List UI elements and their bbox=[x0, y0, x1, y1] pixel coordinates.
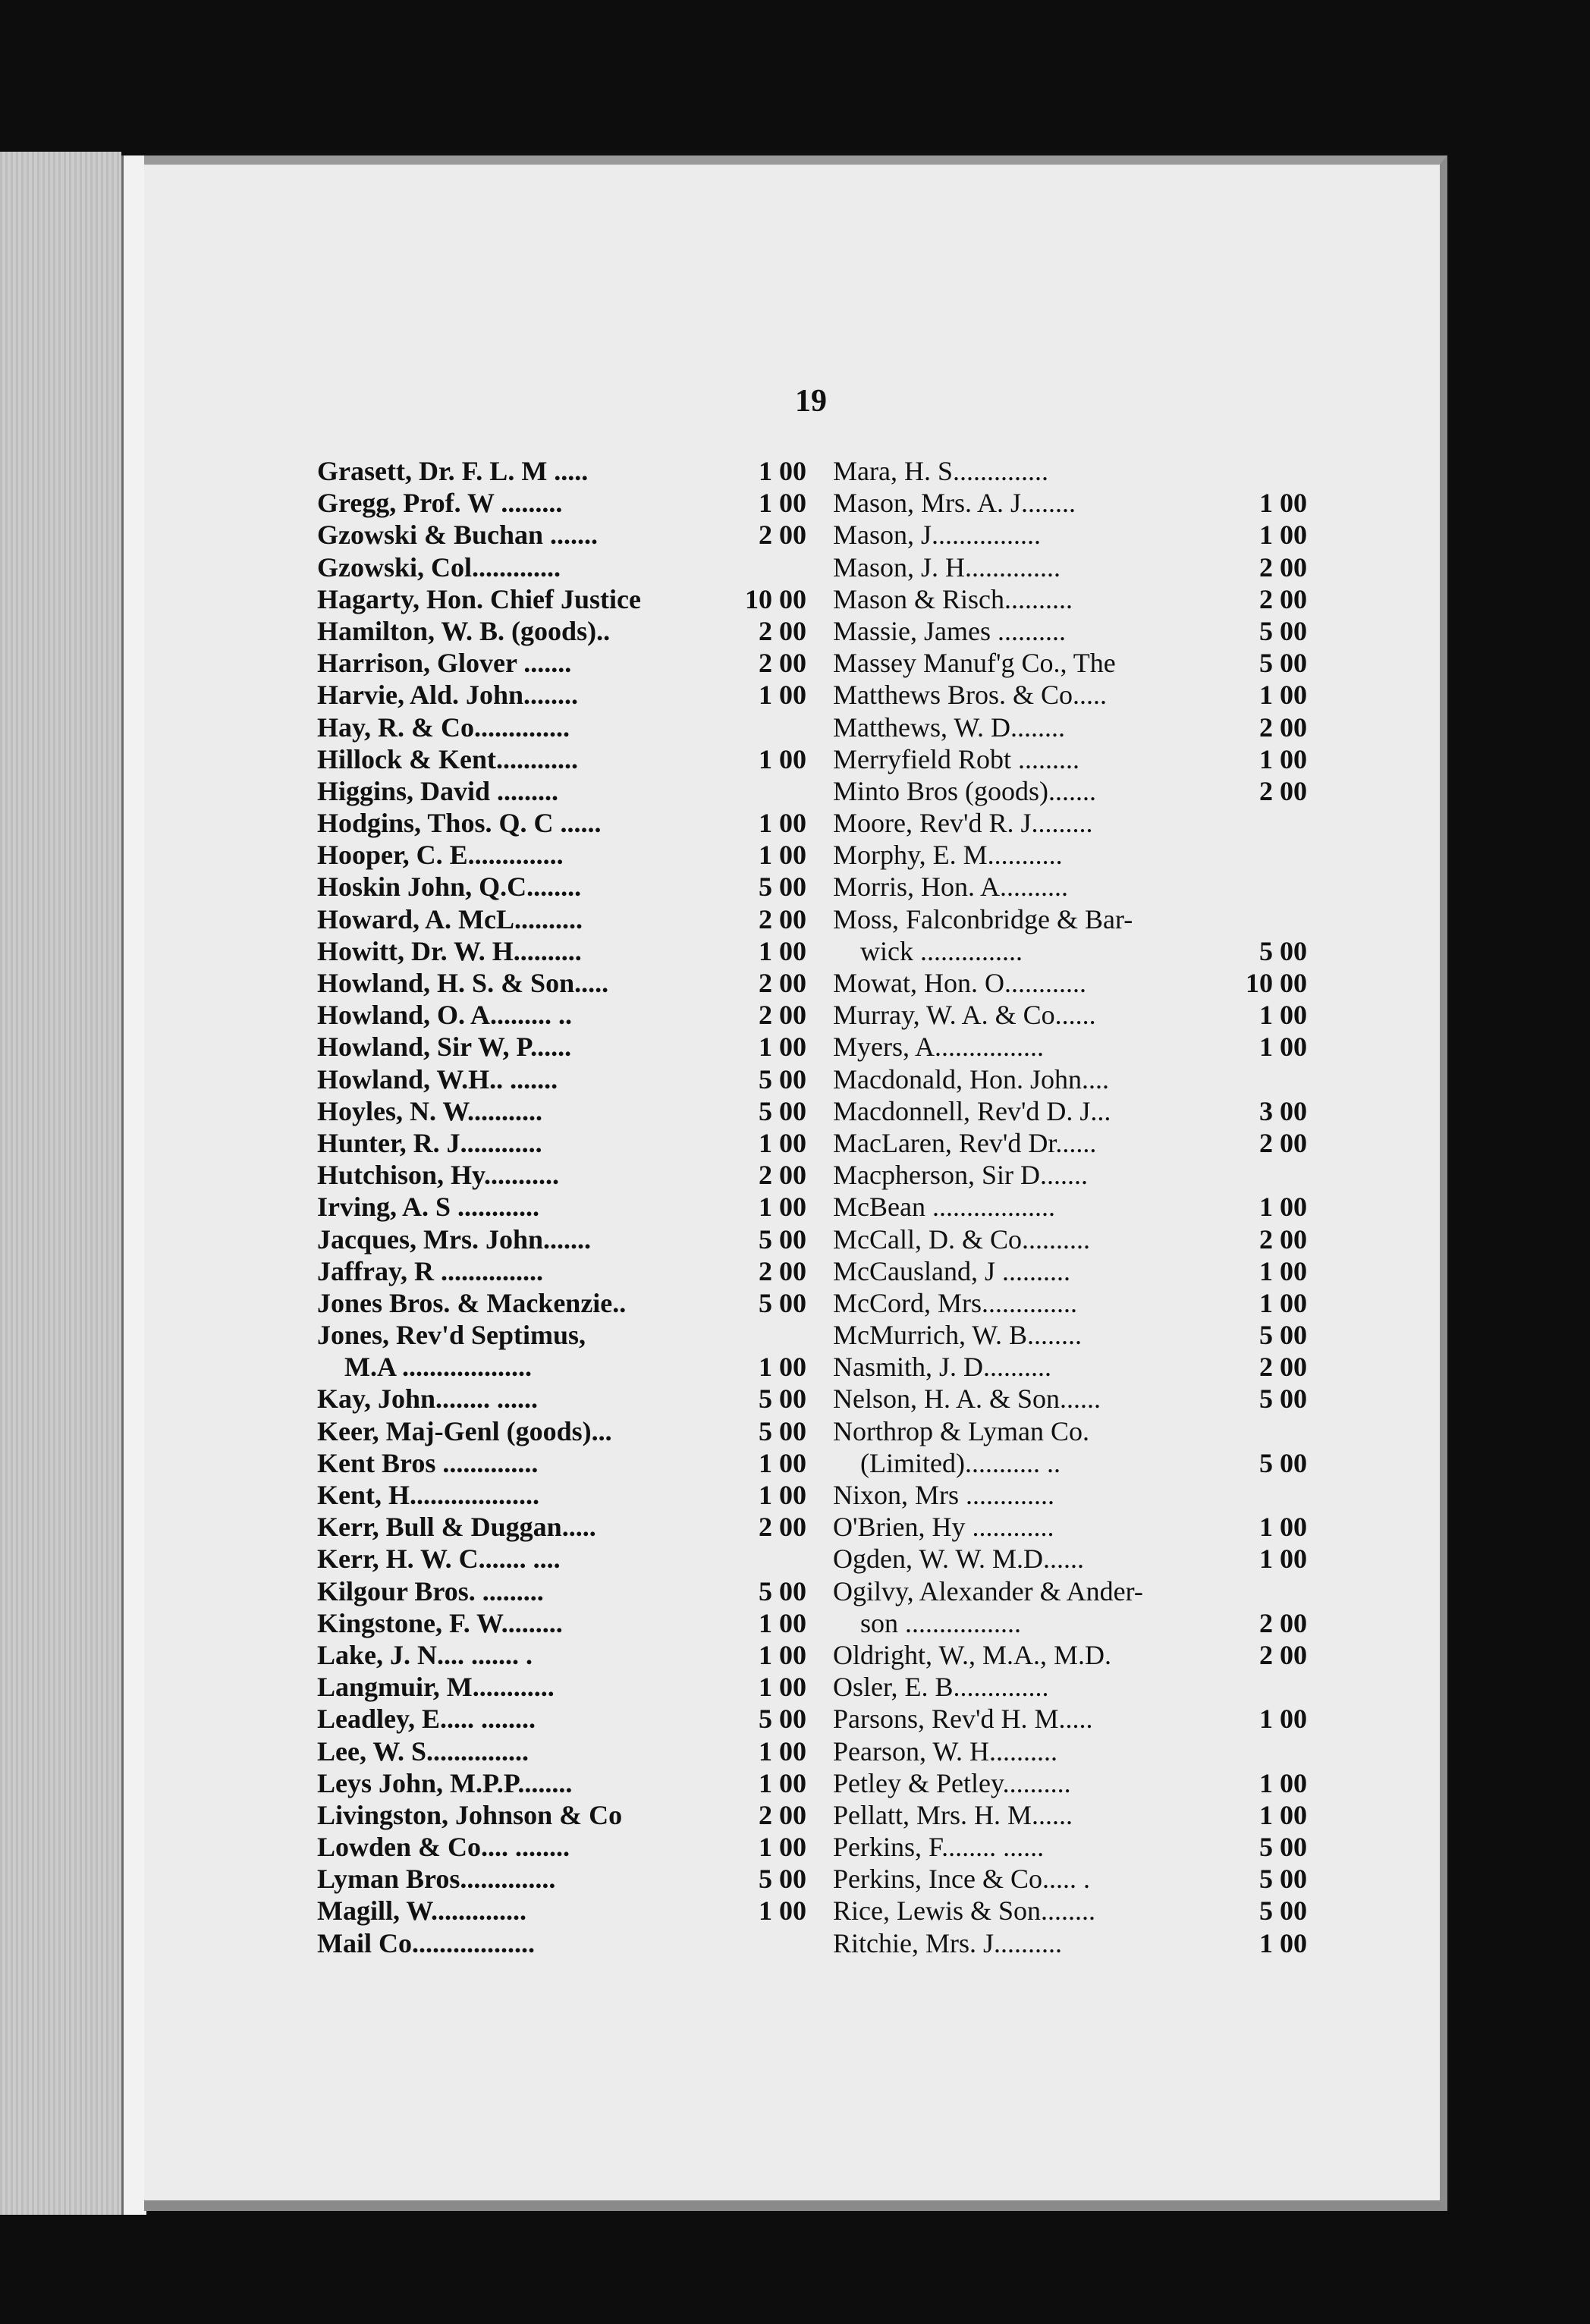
list-entry bbox=[317, 775, 806, 807]
list-entry bbox=[317, 487, 806, 519]
entry-name: McMurrich, W. B........ bbox=[833, 1320, 1082, 1351]
entry-name: MacLaren, Rev'd Dr...... bbox=[833, 1127, 1097, 1158]
entry-amount: 5 00 bbox=[759, 1864, 806, 1895]
entry-name: Langmuir, M............ bbox=[317, 1672, 555, 1703]
list-entry bbox=[317, 1447, 806, 1479]
entry-amount: 5 00 bbox=[759, 1415, 806, 1446]
entry-name: Mail Co.................. bbox=[317, 1927, 535, 1958]
list-entry bbox=[833, 1383, 1307, 1415]
entry-amount: 1 00 bbox=[1259, 1512, 1307, 1543]
entry-name: Matthews Bros. & Co..... bbox=[833, 680, 1108, 711]
list-entry bbox=[833, 1767, 1307, 1799]
entry-name: Parsons, Rev'd H. M..... bbox=[833, 1704, 1093, 1735]
entry-name: Ritchie, Mrs. J.......... bbox=[833, 1927, 1062, 1958]
entry-name: Hoskin John, Q.C........ bbox=[317, 872, 582, 903]
entry-name: Lyman Bros.............. bbox=[317, 1864, 556, 1895]
list-entry bbox=[833, 1319, 1307, 1351]
entry-amount: 1 00 bbox=[1259, 1192, 1307, 1223]
entry-name: Oldright, W., M.A., M.D. bbox=[833, 1639, 1112, 1670]
entry-name: Hoyles, N. W........... bbox=[317, 1095, 543, 1126]
entry-name: Harvie, Ald. John........ bbox=[317, 680, 579, 711]
entry-amount: 5 00 bbox=[759, 1095, 806, 1126]
entry-name: Harrison, Glover ....... bbox=[317, 648, 572, 679]
entry-name: Osler, E. B.............. bbox=[833, 1672, 1049, 1703]
list-entry bbox=[317, 711, 806, 743]
entry-amount: 5 00 bbox=[1259, 648, 1307, 679]
entry-amount: 1 00 bbox=[759, 1032, 806, 1063]
list-entry bbox=[317, 967, 806, 999]
list-entry bbox=[833, 1351, 1307, 1383]
entry-name: Mason & Risch.......... bbox=[833, 583, 1073, 614]
list-entry bbox=[833, 1607, 1307, 1639]
entry-amount: 1 00 bbox=[759, 1352, 806, 1383]
entry-name: wick ............... bbox=[860, 935, 1023, 966]
list-entry bbox=[317, 999, 806, 1031]
entry-amount: 1 00 bbox=[759, 456, 806, 486]
entry-amount: 1 00 bbox=[1259, 1927, 1307, 1958]
list-entry bbox=[317, 1799, 806, 1831]
list-entry bbox=[833, 1063, 1307, 1095]
entry-name: Hutchison, Hy........... bbox=[317, 1160, 560, 1191]
entry-amount: 2 00 bbox=[759, 1255, 806, 1286]
entry-amount: 1 00 bbox=[759, 1607, 806, 1638]
entry-amount: 1 00 bbox=[1259, 1000, 1307, 1031]
entry-amount: 1 00 bbox=[759, 1639, 806, 1670]
entry-amount: 2 00 bbox=[759, 615, 806, 646]
entry-name: Howard, A. McL.......... bbox=[317, 903, 583, 934]
entry-name: Gzowski, Col............. bbox=[317, 551, 561, 583]
list-entry bbox=[833, 1223, 1307, 1255]
list-entry bbox=[833, 583, 1307, 615]
page-gutter bbox=[121, 155, 146, 2215]
entry-amount: 5 00 bbox=[1259, 1383, 1307, 1415]
entry-name: Massey Manuf'g Co., The bbox=[833, 648, 1116, 679]
entry-name: Leadley, E..... ........ bbox=[317, 1704, 536, 1735]
entry-amount: 1 00 bbox=[759, 1192, 806, 1223]
entry-name: Hodgins, Thos. Q. C ...... bbox=[317, 808, 602, 839]
page-number: 19 bbox=[795, 384, 827, 419]
list-entry bbox=[317, 519, 806, 551]
list-entry bbox=[317, 647, 806, 679]
entry-amount: 2 00 bbox=[1259, 1223, 1307, 1255]
entry-amount: 5 00 bbox=[759, 872, 806, 903]
entry-amount: 2 00 bbox=[759, 1160, 806, 1191]
list-entry bbox=[317, 839, 806, 871]
list-entry bbox=[833, 1191, 1307, 1223]
entry-name: Petley & Petley.......... bbox=[833, 1767, 1071, 1798]
entry-name: (Limited)........... .. bbox=[860, 1447, 1061, 1478]
list-entry bbox=[317, 871, 806, 903]
list-entry bbox=[833, 1511, 1307, 1543]
entry-name: Kent, H................... bbox=[317, 1480, 539, 1510]
entry-amount: 10 00 bbox=[1246, 968, 1307, 998]
entry-amount: 3 00 bbox=[1259, 1095, 1307, 1126]
list-entry bbox=[833, 807, 1307, 839]
entry-name: Perkins, F........ ...... bbox=[833, 1832, 1045, 1863]
entry-name: Mason, J. H.............. bbox=[833, 551, 1061, 583]
list-entry bbox=[317, 1159, 806, 1191]
entry-amount: 10 00 bbox=[745, 583, 806, 614]
list-entry bbox=[833, 967, 1307, 999]
entry-amount: 2 00 bbox=[1259, 551, 1307, 583]
list-entry bbox=[317, 1383, 806, 1415]
list-entry bbox=[833, 1575, 1307, 1607]
entry-amount: 1 00 bbox=[759, 1672, 806, 1703]
list-entry bbox=[833, 1703, 1307, 1735]
entry-amount: 5 00 bbox=[1259, 1864, 1307, 1895]
entry-name: Lee, W. S............... bbox=[317, 1735, 529, 1767]
entry-name: McCall, D. & Co.......... bbox=[833, 1223, 1090, 1255]
entry-amount: 2 00 bbox=[759, 903, 806, 934]
entry-amount: 1 00 bbox=[759, 1735, 806, 1767]
entry-name: Perkins, Ince & Co..... . bbox=[833, 1864, 1090, 1895]
entry-amount: 1 00 bbox=[759, 1447, 806, 1478]
list-entry bbox=[833, 1671, 1307, 1703]
entry-amount: 1 00 bbox=[759, 743, 806, 774]
entry-name: Macpherson, Sir D....... bbox=[833, 1160, 1088, 1191]
list-entry bbox=[833, 487, 1307, 519]
list-entry bbox=[833, 551, 1307, 583]
list-entry bbox=[833, 519, 1307, 551]
list-entry bbox=[317, 615, 806, 647]
list-entry bbox=[317, 1639, 806, 1671]
entry-amount: 5 00 bbox=[759, 1063, 806, 1094]
entry-amount: 1 00 bbox=[1259, 520, 1307, 551]
list-entry bbox=[317, 1287, 806, 1319]
entry-name: Morphy, E. M........... bbox=[833, 840, 1063, 871]
entry-name: Hamilton, W. B. (goods).. bbox=[317, 615, 611, 646]
entry-amount: 2 00 bbox=[759, 968, 806, 998]
entry-amount: 2 00 bbox=[1259, 1127, 1307, 1158]
list-entry bbox=[833, 647, 1307, 679]
list-entry bbox=[317, 1703, 806, 1735]
entry-amount: 1 00 bbox=[759, 1127, 806, 1158]
entry-name: Murray, W. A. & Co...... bbox=[833, 1000, 1096, 1031]
entry-name: Mowat, Hon. O............ bbox=[833, 968, 1086, 998]
list-entry bbox=[317, 935, 806, 967]
list-entry bbox=[833, 1799, 1307, 1831]
entry-name: Hagarty, Hon. Chief Justice bbox=[317, 583, 641, 614]
entry-name: McBean .................. bbox=[833, 1192, 1055, 1223]
entry-amount: 5 00 bbox=[1259, 1320, 1307, 1351]
entry-name: Moss, Falconbridge & Bar- bbox=[833, 903, 1133, 934]
list-entry bbox=[833, 775, 1307, 807]
entry-name: McCord, Mrs.............. bbox=[833, 1287, 1077, 1318]
entry-amount: 1 00 bbox=[1259, 1704, 1307, 1735]
entry-name: Northrop & Lyman Co. bbox=[833, 1415, 1089, 1446]
list-entry bbox=[833, 1479, 1307, 1511]
entry-name: McCausland, J .......... bbox=[833, 1255, 1070, 1286]
entry-name: Hooper, C. E.............. bbox=[317, 840, 564, 871]
entry-amount: 1 00 bbox=[1259, 1799, 1307, 1830]
entry-amount: 5 00 bbox=[759, 1575, 806, 1606]
entry-amount: 2 00 bbox=[759, 1799, 806, 1830]
entry-amount: 1 00 bbox=[1259, 1544, 1307, 1575]
list-entry bbox=[317, 1255, 806, 1287]
list-entry bbox=[317, 1895, 806, 1927]
list-entry bbox=[317, 1735, 806, 1767]
list-entry bbox=[317, 679, 806, 711]
list-entry bbox=[317, 903, 806, 935]
list-entry bbox=[317, 1575, 806, 1607]
list-entry bbox=[833, 1735, 1307, 1767]
list-entry bbox=[317, 455, 806, 487]
list-entry bbox=[317, 1127, 806, 1159]
entry-amount: 2 00 bbox=[1259, 1639, 1307, 1670]
entry-name: Mara, H. S.............. bbox=[833, 456, 1048, 486]
list-entry bbox=[317, 551, 806, 583]
list-entry bbox=[317, 1927, 806, 1959]
entry-amount: 5 00 bbox=[1259, 1832, 1307, 1863]
list-entry bbox=[833, 743, 1307, 775]
list-entry bbox=[317, 1767, 806, 1799]
list-entry bbox=[317, 583, 806, 615]
entry-amount: 5 00 bbox=[759, 1223, 806, 1255]
entry-amount: 1 00 bbox=[759, 840, 806, 871]
entry-name: Moore, Rev'd R. J......... bbox=[833, 808, 1093, 839]
entry-name: Jones, Rev'd Septimus, bbox=[317, 1320, 586, 1351]
list-entry bbox=[317, 1031, 806, 1063]
entry-amount: 1 00 bbox=[759, 1480, 806, 1510]
entry-amount: 1 00 bbox=[1259, 1255, 1307, 1286]
entry-name: Merryfield Robt ......... bbox=[833, 743, 1079, 774]
entry-name: Nelson, H. A. & Son...... bbox=[833, 1383, 1101, 1415]
entry-name: Leys John, M.P.P........ bbox=[317, 1767, 573, 1798]
subscriber-list-right bbox=[833, 455, 1307, 1959]
entry-name: Myers, A................ bbox=[833, 1032, 1044, 1063]
list-entry bbox=[833, 1095, 1307, 1127]
entry-name: Rice, Lewis & Son........ bbox=[833, 1895, 1095, 1927]
entry-amount: 1 00 bbox=[759, 935, 806, 966]
list-entry bbox=[833, 1639, 1307, 1671]
list-entry bbox=[833, 455, 1307, 487]
entry-name: M.A ................... bbox=[344, 1352, 532, 1383]
entry-name: Mason, Mrs. A. J........ bbox=[833, 488, 1076, 519]
entry-name: son ................. bbox=[860, 1607, 1022, 1638]
entry-name: Keer, Maj-Genl (goods)... bbox=[317, 1415, 612, 1446]
list-entry bbox=[833, 679, 1307, 711]
list-entry bbox=[317, 1607, 806, 1639]
facing-page-edge bbox=[0, 152, 121, 2215]
list-entry bbox=[317, 1191, 806, 1223]
list-entry bbox=[833, 1031, 1307, 1063]
entry-name: Ogilvy, Alexander & Ander- bbox=[833, 1575, 1143, 1606]
entry-name: Kerr, Bull & Duggan..... bbox=[317, 1512, 596, 1543]
entry-amount: 2 00 bbox=[1259, 1607, 1307, 1638]
entry-name: Hillock & Kent............ bbox=[317, 743, 578, 774]
list-entry bbox=[317, 1543, 806, 1575]
entry-amount: 5 00 bbox=[759, 1287, 806, 1318]
entry-name: Jaffray, R ............... bbox=[317, 1255, 543, 1286]
list-entry bbox=[833, 711, 1307, 743]
list-entry bbox=[317, 807, 806, 839]
entry-name: Pearson, W. H.......... bbox=[833, 1735, 1057, 1767]
entry-amount: 1 00 bbox=[1259, 680, 1307, 711]
list-entry bbox=[833, 839, 1307, 871]
entry-name: Lake, J. N.... ....... . bbox=[317, 1639, 533, 1670]
list-entry bbox=[833, 1415, 1307, 1447]
entry-name: Jacques, Mrs. John....... bbox=[317, 1223, 592, 1255]
entry-amount: 1 00 bbox=[1259, 1287, 1307, 1318]
list-entry bbox=[317, 1415, 806, 1447]
entry-name: Macdonald, Hon. John.... bbox=[833, 1063, 1109, 1094]
entry-name: Howland, W.H.. ....... bbox=[317, 1063, 558, 1094]
list-entry bbox=[317, 1863, 806, 1895]
entry-name: Lowden & Co.... ........ bbox=[317, 1832, 570, 1863]
list-entry bbox=[317, 1671, 806, 1703]
list-entry bbox=[833, 999, 1307, 1031]
list-entry bbox=[833, 871, 1307, 903]
list-entry bbox=[317, 1831, 806, 1863]
entry-amount: 1 00 bbox=[759, 680, 806, 711]
entry-name: Livingston, Johnson & Co bbox=[317, 1799, 623, 1830]
entry-name: Kay, John........ ...... bbox=[317, 1383, 539, 1415]
entry-name: Matthews, W. D........ bbox=[833, 711, 1065, 743]
list-entry bbox=[833, 1831, 1307, 1863]
entry-amount: 5 00 bbox=[1259, 1895, 1307, 1927]
entry-amount: 1 00 bbox=[759, 488, 806, 519]
list-entry bbox=[317, 1095, 806, 1127]
entry-amount: 5 00 bbox=[1259, 615, 1307, 646]
list-entry bbox=[317, 1511, 806, 1543]
entry-amount: 2 00 bbox=[1259, 1352, 1307, 1383]
entry-amount: 1 00 bbox=[759, 808, 806, 839]
entry-amount: 1 00 bbox=[759, 1895, 806, 1927]
entry-amount: 2 00 bbox=[759, 520, 806, 551]
subscriber-list-left bbox=[317, 455, 806, 1959]
entry-amount: 5 00 bbox=[759, 1704, 806, 1735]
entry-name: Massie, James .......... bbox=[833, 615, 1066, 646]
entry-amount: 2 00 bbox=[1259, 711, 1307, 743]
entry-name: Howitt, Dr. W. H.......... bbox=[317, 935, 582, 966]
entry-name: Ogden, W. W. M.D...... bbox=[833, 1544, 1085, 1575]
entry-amount: 5 00 bbox=[759, 1383, 806, 1415]
entry-name: Kilgour Bros. ......... bbox=[317, 1575, 544, 1606]
list-entry bbox=[317, 1063, 806, 1095]
entry-amount: 1 00 bbox=[1259, 1032, 1307, 1063]
entry-name: Higgins, David ......... bbox=[317, 775, 559, 806]
list-entry bbox=[317, 1351, 806, 1383]
entry-name: Kingstone, F. W......... bbox=[317, 1607, 563, 1638]
entry-amount: 1 00 bbox=[1259, 743, 1307, 774]
entry-name: Minto Bros (goods)....... bbox=[833, 775, 1097, 806]
list-entry bbox=[833, 1863, 1307, 1895]
entry-amount: 2 00 bbox=[759, 1512, 806, 1543]
entry-name: Irving, A. S ............ bbox=[317, 1192, 540, 1223]
entry-name: Pellatt, Mrs. H. M...... bbox=[833, 1799, 1073, 1830]
entry-name: Gregg, Prof. W ......... bbox=[317, 488, 563, 519]
entry-name: Mason, J................ bbox=[833, 520, 1042, 551]
entry-name: Nixon, Mrs ............. bbox=[833, 1480, 1055, 1510]
list-entry bbox=[833, 1895, 1307, 1927]
entry-name: Gzowski & Buchan ....... bbox=[317, 520, 599, 551]
entry-name: Jones Bros. & Mackenzie.. bbox=[317, 1287, 627, 1318]
list-entry bbox=[833, 1447, 1307, 1479]
entry-amount: 5 00 bbox=[1259, 935, 1307, 966]
entry-name: Nasmith, J. D.......... bbox=[833, 1352, 1051, 1383]
list-entry bbox=[317, 743, 806, 775]
list-entry bbox=[833, 615, 1307, 647]
list-entry bbox=[833, 1159, 1307, 1191]
entry-name: Grasett, Dr. F. L. M ..... bbox=[317, 456, 589, 486]
list-entry bbox=[833, 1287, 1307, 1319]
entry-amount: 2 00 bbox=[1259, 583, 1307, 614]
list-entry bbox=[317, 1479, 806, 1511]
list-entry bbox=[317, 1223, 806, 1255]
entry-name: Morris, Hon. A.......... bbox=[833, 872, 1069, 903]
entry-name: Howland, H. S. & Son..... bbox=[317, 968, 609, 998]
list-entry bbox=[833, 935, 1307, 967]
entry-name: Magill, W.............. bbox=[317, 1895, 527, 1927]
entry-name: Howland, O. A......... .. bbox=[317, 1000, 573, 1031]
entry-name: Hunter, R. J............ bbox=[317, 1127, 542, 1158]
entry-amount: 1 00 bbox=[759, 1767, 806, 1798]
entry-name: Macdonnell, Rev'd D. J... bbox=[833, 1095, 1111, 1126]
entry-name: Hay, R. & Co.............. bbox=[317, 711, 570, 743]
list-entry bbox=[833, 1127, 1307, 1159]
list-entry bbox=[833, 1255, 1307, 1287]
list-entry bbox=[833, 903, 1307, 935]
entry-amount: 5 00 bbox=[1259, 1447, 1307, 1478]
entry-name: Kerr, H. W. C....... .... bbox=[317, 1544, 561, 1575]
entry-amount: 2 00 bbox=[759, 1000, 806, 1031]
entry-amount: 2 00 bbox=[1259, 775, 1307, 806]
list-entry bbox=[317, 1319, 806, 1351]
list-entry bbox=[833, 1543, 1307, 1575]
entry-amount: 1 00 bbox=[1259, 1767, 1307, 1798]
entry-amount: 1 00 bbox=[1259, 488, 1307, 519]
entry-amount: 2 00 bbox=[759, 648, 806, 679]
list-entry bbox=[833, 1927, 1307, 1959]
entry-amount: 1 00 bbox=[759, 1832, 806, 1863]
entry-name: O'Brien, Hy ............ bbox=[833, 1512, 1054, 1543]
entry-name: Kent Bros .............. bbox=[317, 1447, 539, 1478]
entry-name: Howland, Sir W, P...... bbox=[317, 1032, 572, 1063]
